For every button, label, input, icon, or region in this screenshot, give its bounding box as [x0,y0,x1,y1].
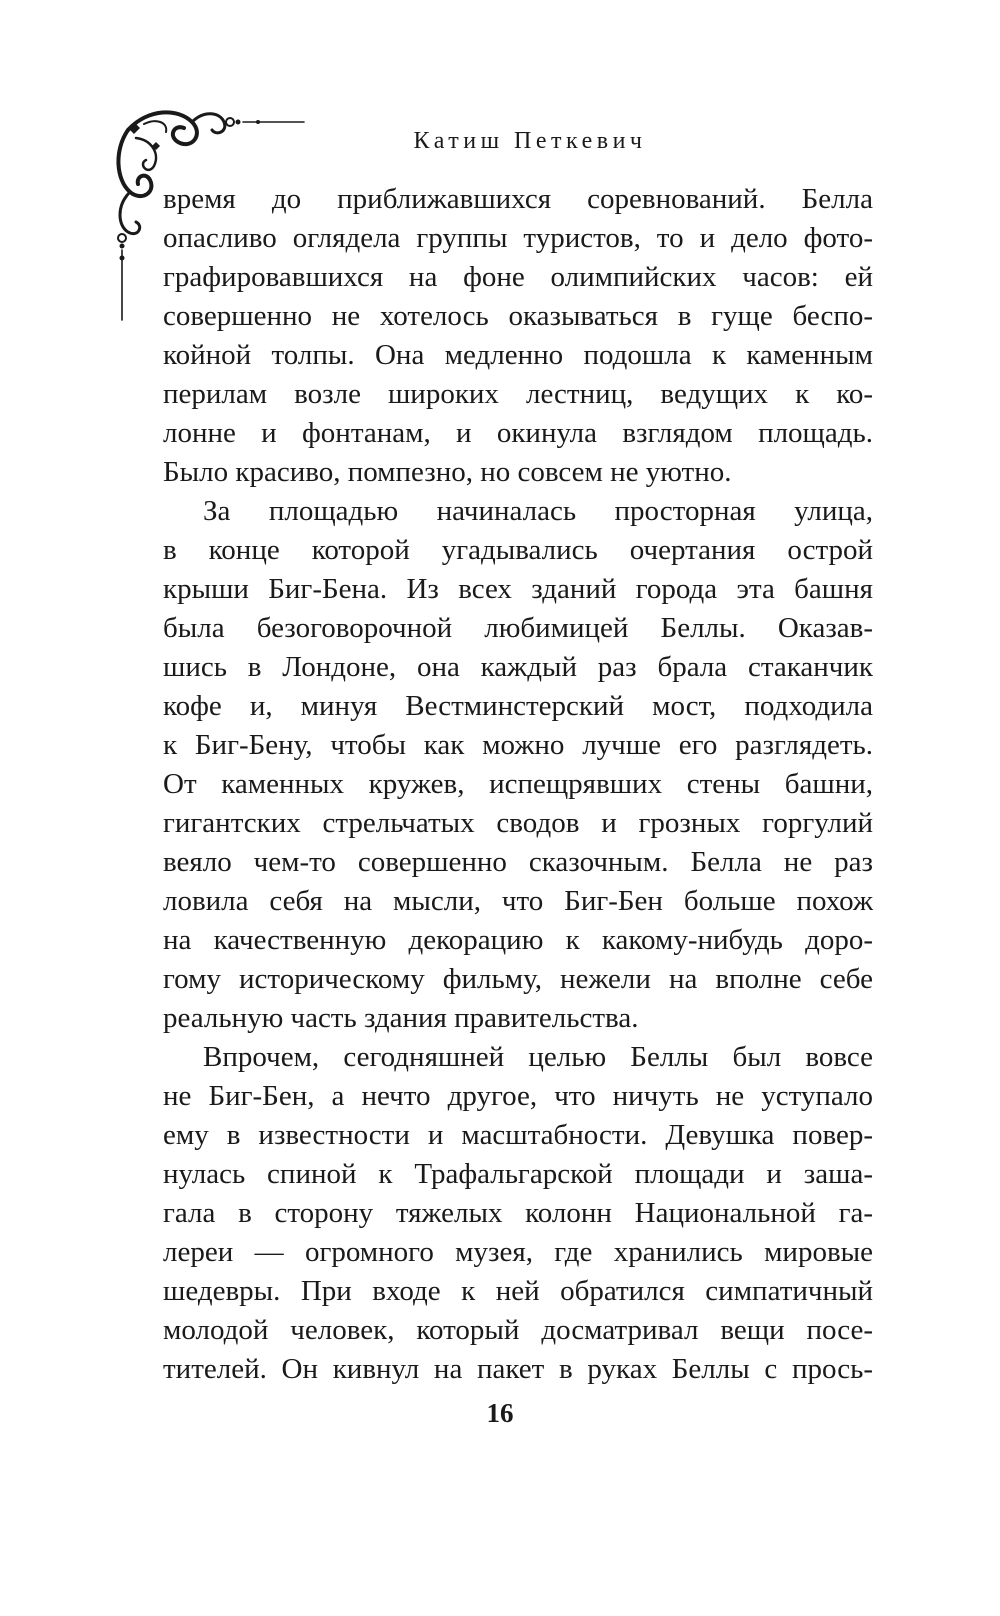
text-line: была безоговорочной любимицей Беллы. Оказав- [163,612,873,644]
text-line: ему в известности и масштабности. Девушка повер- [163,1119,873,1151]
text-line: Было красиво, помпезно, но совсем не уютно. [163,456,732,488]
text-line: Впрочем, сегодняшней целью Беллы был вовсе [203,1041,873,1073]
text-line: опасливо оглядела группы туристов, то и дело фото- [163,222,873,254]
text-line: шись в Лондоне, она каждый раз брала стаканчик [163,651,873,683]
text-line: От каменных кружев, испещрявших стены башни, [163,768,873,800]
text-line: графировавшихся на фоне олимпийских часов: ей [163,261,873,293]
text-line: время до приближавшихся соревнований. Белла [163,183,873,215]
text-line: совершенно не хотелось оказываться в гуще беспо- [163,300,873,332]
page-number: 16 [486,1398,514,1428]
text-line: ловила себя на мысли, что Биг-Бен больше похож [163,885,873,917]
text-line: гому историческому фильму, нежели на вполне себе [163,963,873,995]
text-line: гигантских стрельчатых сводов и грозных горгулий [163,807,873,839]
text-line: крыши Биг-Бена. Из всех зданий города эта башня [163,573,873,605]
paragraph [163,492,873,1038]
text-line: шедевры. При входе к ней обратился симпатичный [163,1275,873,1307]
text-line: реальную часть здания правительства. [163,1002,639,1034]
text-line: веяло чем-то совершенно сказочным. Белла не раз [163,846,873,878]
text-line: не Биг-Бен, а нечто другое, что ничуть не уступало [163,1080,873,1112]
text-line: кофе и, минуя Вестминстерский мост, подходила [163,690,873,722]
running-head-author: Катиш Петкевич [413,128,647,154]
paragraph [163,1038,873,1389]
text-line: молодой человек, который досматривал вещи посе- [163,1314,873,1346]
text-line: на качественную декорацию к какому-нибудь дорo- [163,924,873,956]
text-line: За площадью начиналась просторная улица, [203,495,873,527]
text-line: в конце которой угадывались очертания острой [163,534,873,566]
text-line: тителей. Он кивнул на пакет в руках Беллы с прось- [163,1353,873,1385]
text-line: гала в сторону тяжелых колонн Национальной га- [163,1197,873,1229]
text-line: койной толпы. Она медленно подошла к каменным [163,339,873,371]
text-line: перилам возле широких лестниц, ведущих к ко- [163,378,873,410]
text-line: к Биг-Бену, чтобы как можно лучше его разглядеть. [163,729,873,761]
text-line: нулась спиной к Трафальгарской площади и заша- [163,1158,873,1190]
text-line: лереи — огромного музея, где хранились мировые [163,1236,873,1268]
paragraph [163,180,873,492]
text-line: лонне и фонтанам, и окинула взглядом площадь. [163,417,873,449]
body-text [163,180,873,1389]
